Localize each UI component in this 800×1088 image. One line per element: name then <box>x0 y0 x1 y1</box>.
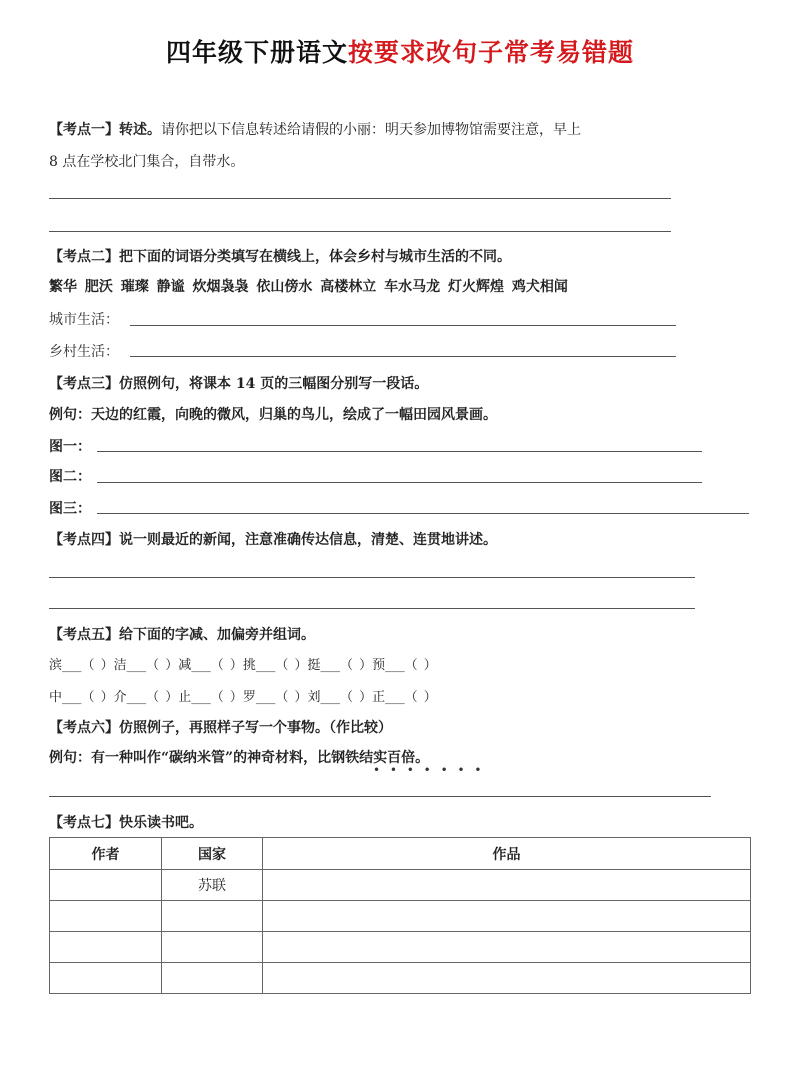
country-cell[interactable] <box>162 932 263 963</box>
title-red: 按要求改句子常考易错题 <box>348 38 635 67</box>
q5-row2[interactable]: 中___（ ）介___（ ）止___（ ）罗___（ ）刘___（ ）正___（ ） <box>49 690 437 705</box>
author-cell[interactable] <box>50 901 162 932</box>
table-row <box>50 901 751 932</box>
village-label: 乡村生活： <box>49 344 119 360</box>
answer-line-q6[interactable] <box>49 796 711 797</box>
answer-line-q4-2[interactable] <box>49 608 695 609</box>
author-cell[interactable] <box>50 963 162 994</box>
table-row <box>50 870 751 901</box>
q2-heading: 【考点二】把下面的词语分类填写在横线上，体会乡村与城市生活的不同。 <box>49 249 511 265</box>
q6-heading: 【考点六】仿照例子，再照样子写一个事物。（作比较） <box>49 720 392 736</box>
answer-line-q1-1[interactable] <box>49 198 671 199</box>
q1-text1: 请你把以下信息转述给请假的小丽：明天参加博物馆需要注意，早上 <box>161 122 581 138</box>
answer-line-village[interactable] <box>130 356 676 357</box>
col-work-header: 作品 <box>263 838 751 870</box>
country-cell[interactable] <box>162 901 263 932</box>
q1-line1 <box>49 120 581 140</box>
work-cell[interactable] <box>263 932 751 963</box>
work-cell[interactable] <box>263 901 751 932</box>
work-cell[interactable] <box>263 870 751 901</box>
col-country-header: 国家 <box>162 838 263 870</box>
country-cell[interactable]: 苏联 <box>162 870 263 901</box>
answer-line-pic2[interactable] <box>97 482 702 483</box>
work-cell[interactable] <box>263 963 751 994</box>
q1-tag: 【考点一】 <box>49 122 119 138</box>
q2-words: 繁华 肥沃 璀璨 静谧 炊烟袅袅 依山傍水 高楼林立 车水马龙 灯火辉煌 鸡犬相闻 <box>49 279 568 295</box>
pic3-label: 图三： <box>49 501 91 517</box>
table-header-row <box>50 838 751 870</box>
reading-table <box>49 837 751 994</box>
answer-line-city[interactable] <box>130 325 676 326</box>
pic1-label: 图一： <box>49 439 91 455</box>
title-black: 四年级下册语文 <box>165 38 348 67</box>
q1-text2: 8 点在学校北门集合，自带水。 <box>49 154 245 170</box>
table-row <box>50 932 751 963</box>
q6-example: 例句：有一种叫作“碳纳米管”的神奇材料，比钢铁结实百倍。 <box>49 750 430 766</box>
pic2-label: 图二： <box>49 469 91 485</box>
page-title <box>0 33 800 69</box>
q5-row1[interactable]: 滨___（ ）洁___（ ）减___（ ）挑___（ ）挺___（ ）预___（ ） <box>49 658 437 673</box>
col-author-header: 作者 <box>50 838 162 870</box>
q3-example: 例句：天边的红霞，向晚的微风，归巢的鸟儿，绘成了一幅田园风景画。 <box>49 407 497 423</box>
answer-line-q1-2[interactable] <box>49 231 671 232</box>
q7-heading: 【考点七】快乐读书吧。 <box>49 815 203 831</box>
q4-heading: 【考点四】说一则最近的新闻，注意准确传达信息，清楚、连贯地讲述。 <box>49 532 497 548</box>
answer-line-q4-1[interactable] <box>49 577 695 578</box>
answer-line-pic3[interactable] <box>97 513 749 514</box>
author-cell[interactable] <box>50 870 162 901</box>
q1-head: 转述。 <box>119 122 161 138</box>
q3-heading: 【考点三】仿照例句，将课本 14 页的三幅图分别写一段话。 <box>49 376 429 392</box>
emphasis-dots: • • • • • • • <box>373 763 485 777</box>
author-cell[interactable] <box>50 932 162 963</box>
city-label: 城市生活： <box>49 312 119 328</box>
country-cell[interactable] <box>162 963 263 994</box>
answer-line-pic1[interactable] <box>97 451 702 452</box>
q5-heading: 【考点五】给下面的字减、加偏旁并组词。 <box>49 627 315 643</box>
table-row <box>50 963 751 994</box>
